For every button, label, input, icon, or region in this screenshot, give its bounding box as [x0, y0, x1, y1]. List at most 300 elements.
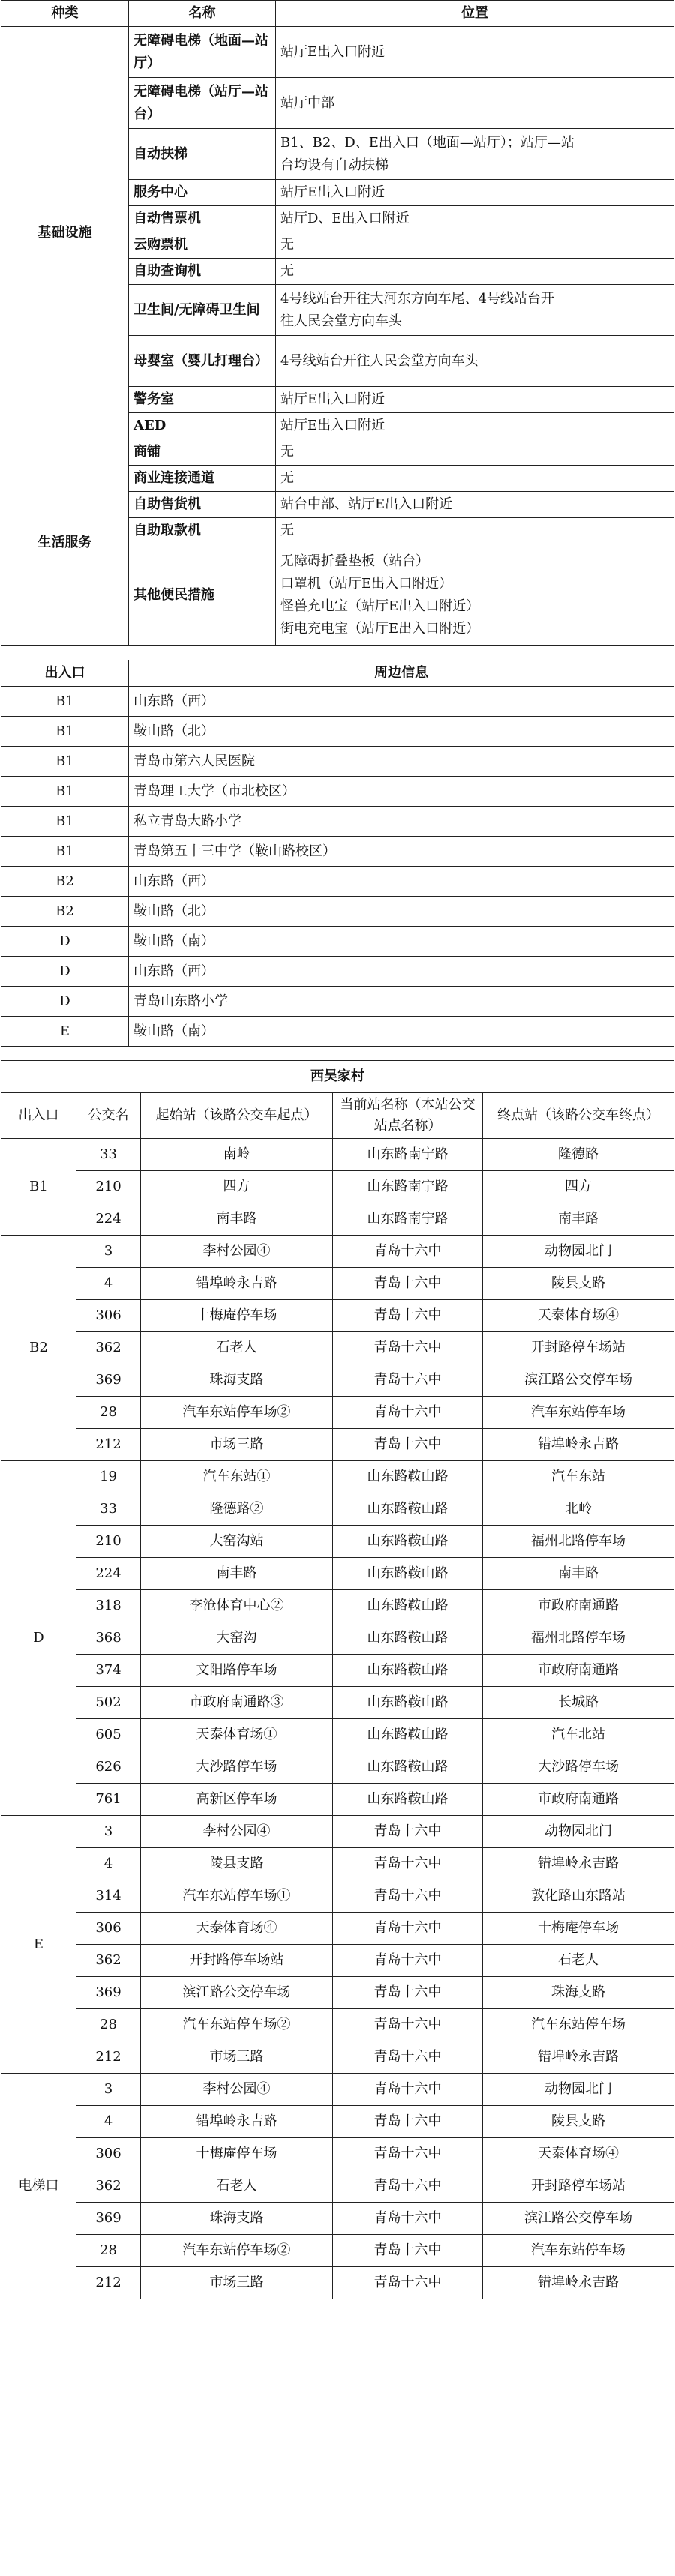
facilities-table	[1, 0, 674, 646]
facility-location-line: 口罩机（站厅E出入口附近）	[280, 575, 453, 592]
bus-row	[2, 2009, 674, 2041]
bus-current: 青岛十六中	[333, 1364, 483, 1397]
bus-line: 369	[76, 1364, 141, 1397]
bus-start: 隆德路②	[141, 1493, 333, 1526]
bus-start: 滨江路公交停车场	[141, 1977, 333, 2009]
bus-start: 文阳路停车场	[141, 1655, 333, 1687]
bus-current: 青岛十六中	[333, 1429, 483, 1461]
facility-location-line: 站厅中部	[280, 94, 334, 111]
bus-end: 福州北路停车场	[483, 1622, 674, 1655]
bus-row	[2, 1139, 674, 1171]
bus-end: 开封路停车场站	[483, 2170, 674, 2203]
bus-start: 开封路停车场站	[141, 1945, 333, 1977]
bus-current: 青岛十六中	[333, 2074, 483, 2106]
bus-row	[2, 1332, 674, 1364]
bus-current: 青岛十六中	[333, 1332, 483, 1364]
exit-id: B1	[2, 807, 129, 837]
facility-location-line: 站厅D、E出入口附近	[280, 211, 410, 226]
bus-start: 汽车东站①	[141, 1461, 333, 1493]
bus-start: 石老人	[141, 2170, 333, 2203]
bus-end: 动物园北门	[483, 2074, 674, 2106]
bus-current: 山东路鞍山路	[333, 1526, 483, 1558]
bus-end: 长城路	[483, 1687, 674, 1719]
bus-end: 市政府南通路	[483, 1590, 674, 1622]
bus-row	[2, 2138, 674, 2170]
exit-row	[2, 897, 674, 927]
bus-end: 天泰体育场④	[483, 2138, 674, 2170]
facility-location-line: 站厅E出入口附近	[280, 418, 386, 433]
bus-end: 珠海支路	[483, 1977, 674, 2009]
bus-row	[2, 1784, 674, 1816]
bus-current: 青岛十六中	[333, 2041, 483, 2074]
bus-current: 山东路鞍山路	[333, 1655, 483, 1687]
facility-name: 自动售票机	[129, 206, 276, 232]
bus-line: 314	[76, 1880, 141, 1913]
exits-header-row	[2, 660, 674, 687]
facility-location	[276, 544, 674, 646]
bus-end: 陵县支路	[483, 2106, 674, 2138]
bus-line: 605	[76, 1719, 141, 1751]
facility-name: 商铺	[129, 439, 276, 466]
bus-line: 626	[76, 1751, 141, 1784]
bus-start: 石老人	[141, 1332, 333, 1364]
bus-start: 李村公园④	[141, 2074, 333, 2106]
bus-row	[2, 1880, 674, 1913]
bus-row	[2, 1493, 674, 1526]
exits-body	[2, 687, 674, 1047]
facility-location	[276, 259, 674, 285]
bus-row	[2, 1268, 674, 1300]
bus-current: 青岛十六中	[333, 1913, 483, 1945]
bus-line: 369	[76, 1977, 141, 2009]
bus-line: 4	[76, 1848, 141, 1880]
bus-end: 十梅庵停车场	[483, 1913, 674, 1945]
bus-row	[2, 1236, 674, 1268]
facility-location-line: 站台中部、站厅E出入口附近	[280, 496, 453, 512]
bus-line: 212	[76, 1429, 141, 1461]
bus-row	[2, 1203, 674, 1236]
exit-surrounding: 鞍山路（南）	[129, 927, 674, 957]
bus-start: 汽车东站停车场①	[141, 1880, 333, 1913]
bus-row	[2, 1397, 674, 1429]
bus-current: 山东路南宁路	[333, 1171, 483, 1203]
bus-body	[2, 1139, 674, 2299]
bus-row	[2, 2267, 674, 2299]
exit-surrounding: 青岛理工大学（市北校区）	[129, 777, 674, 807]
bus-start: 汽车东站停车场②	[141, 2009, 333, 2041]
bus-current: 山东路南宁路	[333, 1139, 483, 1171]
facility-location-line: 无	[280, 523, 294, 538]
facility-location-line: 怪兽充电宝（站厅E出入口附近）	[280, 598, 480, 614]
bus-current: 山东路鞍山路	[333, 1687, 483, 1719]
bus-line: 318	[76, 1590, 141, 1622]
header-bus-end: 终点站（该路公交车终点）	[483, 1093, 674, 1139]
bus-exit: B1	[2, 1139, 76, 1236]
facility-location	[276, 336, 674, 387]
exit-surrounding: 私立青岛大路小学	[129, 807, 674, 837]
bus-current: 青岛十六中	[333, 2138, 483, 2170]
facility-name: 其他便民措施	[129, 544, 276, 646]
bus-end: 福州北路停车场	[483, 1526, 674, 1558]
bus-start: 错埠岭永吉路	[141, 2106, 333, 2138]
bus-current: 青岛十六中	[333, 1880, 483, 1913]
bus-line: 368	[76, 1622, 141, 1655]
bus-start: 四方	[141, 1171, 333, 1203]
bus-row	[2, 1977, 674, 2009]
bus-exit: B2	[2, 1236, 76, 1461]
exit-id: B1	[2, 837, 129, 867]
bus-current: 山东路鞍山路	[333, 1622, 483, 1655]
facility-location	[276, 439, 674, 466]
facility-location	[276, 518, 674, 544]
header-category: 种类	[2, 1, 129, 27]
bus-row	[2, 2235, 674, 2267]
bus-end: 天泰体育场④	[483, 1300, 674, 1332]
facility-location	[276, 285, 674, 336]
facility-location	[276, 78, 674, 129]
bus-line: 362	[76, 1332, 141, 1364]
bus-current: 青岛十六中	[333, 2267, 483, 2299]
bus-start: 天泰体育场①	[141, 1719, 333, 1751]
exit-surrounding: 山东路（西）	[129, 957, 674, 987]
facility-name: 商业连接通道	[129, 466, 276, 492]
bus-end: 动物园北门	[483, 1816, 674, 1848]
bus-line: 3	[76, 1816, 141, 1848]
exit-id: E	[2, 1017, 129, 1047]
bus-row	[2, 1300, 674, 1332]
bus-start: 高新区停车场	[141, 1784, 333, 1816]
exit-row	[2, 687, 674, 717]
header-name: 名称	[129, 1, 276, 27]
exit-id: B1	[2, 717, 129, 747]
facility-name: 自动扶梯	[129, 129, 276, 180]
exit-surrounding: 鞍山路（北）	[129, 897, 674, 927]
bus-start: 大沙路停车场	[141, 1751, 333, 1784]
exits-table	[1, 660, 674, 1047]
bus-start: 市场三路	[141, 2267, 333, 2299]
bus-line: 28	[76, 2235, 141, 2267]
bus-row	[2, 2203, 674, 2235]
bus-current: 山东路鞍山路	[333, 1590, 483, 1622]
facility-name: 自助取款机	[129, 518, 276, 544]
bus-station-row	[2, 1061, 674, 1093]
bus-current: 青岛十六中	[333, 1397, 483, 1429]
bus-row	[2, 1429, 674, 1461]
bus-row	[2, 1719, 674, 1751]
bus-current: 山东路鞍山路	[333, 1558, 483, 1590]
page	[1, 0, 674, 2299]
facility-name: AED	[129, 413, 276, 439]
facility-category: 生活服务	[2, 439, 129, 646]
facility-location-line: 站厅E出入口附近	[280, 43, 386, 60]
bus-start: 珠海支路	[141, 2203, 333, 2235]
bus-current: 青岛十六中	[333, 1300, 483, 1332]
exit-surrounding: 青岛第五十三中学（鞍山路校区）	[129, 837, 674, 867]
facility-row	[2, 439, 674, 466]
exit-row	[2, 1017, 674, 1047]
bus-start: 天泰体育场④	[141, 1913, 333, 1945]
bus-end: 汽车北站	[483, 1719, 674, 1751]
bus-exit: E	[2, 1816, 76, 2074]
bus-line: 33	[76, 1493, 141, 1526]
facility-location-line: 无	[280, 470, 294, 486]
exit-id: D	[2, 987, 129, 1017]
bus-start: 陵县支路	[141, 1848, 333, 1880]
exit-surrounding: 山东路（西）	[129, 687, 674, 717]
facility-name: 母婴室（婴儿打理台）	[129, 336, 276, 387]
exit-surrounding: 鞍山路（南）	[129, 1017, 674, 1047]
bus-row	[2, 1751, 674, 1784]
facility-location-line: 无障碍折叠垫板（站台）	[280, 553, 429, 569]
header-bus-start: 起始站（该路公交车起点）	[141, 1093, 333, 1139]
bus-current: 青岛十六中	[333, 1236, 483, 1268]
bus-row	[2, 1526, 674, 1558]
facility-location-line: 4号线站台开往大河东方向车尾、4号线站台开	[280, 290, 554, 307]
bus-current: 青岛十六中	[333, 1816, 483, 1848]
bus-current: 山东路鞍山路	[333, 1461, 483, 1493]
bus-current: 青岛十六中	[333, 2170, 483, 2203]
bus-end: 错埠岭永吉路	[483, 1429, 674, 1461]
bus-end: 错埠岭永吉路	[483, 2267, 674, 2299]
facility-name: 警务室	[129, 387, 276, 413]
bus-line: 212	[76, 2267, 141, 2299]
bus-line: 212	[76, 2041, 141, 2074]
bus-line: 4	[76, 1268, 141, 1300]
exit-row	[2, 717, 674, 747]
facility-name: 自助售货机	[129, 492, 276, 518]
bus-exit: D	[2, 1461, 76, 1816]
facility-location	[276, 206, 674, 232]
exit-row	[2, 957, 674, 987]
exit-id: B1	[2, 777, 129, 807]
bus-line: 210	[76, 1171, 141, 1203]
facilities-header-row	[2, 1, 674, 27]
bus-line: 19	[76, 1461, 141, 1493]
bus-start: 汽车东站停车场②	[141, 2235, 333, 2267]
facility-name: 无障碍电梯（站厅—站台）	[129, 78, 276, 129]
bus-line: 369	[76, 2203, 141, 2235]
bus-end: 滨江路公交停车场	[483, 2203, 674, 2235]
bus-current: 青岛十六中	[333, 1945, 483, 1977]
facility-name: 服务中心	[129, 180, 276, 206]
facility-row	[2, 27, 674, 78]
bus-row	[2, 2041, 674, 2074]
facility-name: 自助查询机	[129, 259, 276, 285]
exit-id: B1	[2, 687, 129, 717]
facility-location	[276, 387, 674, 413]
bus-current: 山东路鞍山路	[333, 1784, 483, 1816]
bus-start: 十梅庵停车场	[141, 1300, 333, 1332]
bus-line: 306	[76, 1913, 141, 1945]
bus-end: 汽车东站停车场	[483, 1397, 674, 1429]
bus-header-row	[2, 1093, 674, 1139]
facility-location-line: 无	[280, 237, 294, 253]
header-surroundings: 周边信息	[129, 660, 674, 687]
bus-start: 汽车东站停车场②	[141, 1397, 333, 1429]
bus-start: 市政府南通路③	[141, 1687, 333, 1719]
exit-row	[2, 987, 674, 1017]
facility-location	[276, 466, 674, 492]
exit-row	[2, 837, 674, 867]
bus-end: 汽车东站	[483, 1461, 674, 1493]
header-bus-line: 公交名	[76, 1093, 141, 1139]
exit-row	[2, 807, 674, 837]
bus-station-name: 西吴家村	[2, 1061, 674, 1093]
bus-row	[2, 1590, 674, 1622]
exit-surrounding: 青岛市第六人民医院	[129, 747, 674, 777]
bus-line: 761	[76, 1784, 141, 1816]
bus-line: 4	[76, 2106, 141, 2138]
bus-end: 动物园北门	[483, 1236, 674, 1268]
facility-location-line: 无	[280, 263, 294, 279]
exit-id: B2	[2, 867, 129, 897]
bus-line: 224	[76, 1203, 141, 1236]
facility-location-line: 台均设有自动扶梯	[280, 157, 388, 173]
header-exit: 出入口	[2, 660, 129, 687]
bus-end: 敦化路山东路站	[483, 1880, 674, 1913]
bus-current: 山东路鞍山路	[333, 1493, 483, 1526]
bus-row	[2, 1945, 674, 1977]
bus-table	[1, 1060, 674, 2299]
facility-location	[276, 27, 674, 78]
bus-start: 李沧体育中心②	[141, 1590, 333, 1622]
bus-line: 28	[76, 1397, 141, 1429]
exit-id: D	[2, 957, 129, 987]
bus-line: 33	[76, 1139, 141, 1171]
bus-end: 滨江路公交停车场	[483, 1364, 674, 1397]
facility-location	[276, 180, 674, 206]
facility-name: 云购票机	[129, 232, 276, 259]
bus-end: 汽车东站停车场	[483, 2009, 674, 2041]
facility-name: 卫生间/无障碍卫生间	[129, 285, 276, 336]
bus-row	[2, 2170, 674, 2203]
bus-line: 3	[76, 2074, 141, 2106]
facility-location-line: 无	[280, 444, 294, 460]
facility-location-line: 站厅E出入口附近	[280, 184, 386, 200]
exit-surrounding: 鞍山路（北）	[129, 717, 674, 747]
bus-line: 3	[76, 1236, 141, 1268]
bus-row	[2, 1687, 674, 1719]
bus-row	[2, 2074, 674, 2106]
bus-row	[2, 2106, 674, 2138]
facility-location	[276, 413, 674, 439]
bus-end: 陵县支路	[483, 1268, 674, 1300]
exit-surrounding: 青岛山东路小学	[129, 987, 674, 1017]
exit-id: D	[2, 927, 129, 957]
bus-line: 306	[76, 1300, 141, 1332]
facility-location-line: 往人民会堂方向车头	[280, 313, 402, 329]
bus-start: 十梅庵停车场	[141, 2138, 333, 2170]
bus-current: 山东路鞍山路	[333, 1751, 483, 1784]
bus-end: 南丰路	[483, 1203, 674, 1236]
bus-line: 224	[76, 1558, 141, 1590]
bus-current: 青岛十六中	[333, 2009, 483, 2041]
exit-id: B2	[2, 897, 129, 927]
bus-start: 南丰路	[141, 1558, 333, 1590]
facility-location-line: 站厅E出入口附近	[280, 391, 386, 407]
bus-line: 28	[76, 2009, 141, 2041]
bus-line: 362	[76, 2170, 141, 2203]
facility-location	[276, 492, 674, 518]
exit-row	[2, 777, 674, 807]
facility-name: 无障碍电梯（地面—站厅）	[129, 27, 276, 78]
bus-end: 四方	[483, 1171, 674, 1203]
bus-row	[2, 1816, 674, 1848]
facility-location	[276, 129, 674, 180]
bus-end: 隆德路	[483, 1139, 674, 1171]
facility-category: 基础设施	[2, 27, 129, 439]
bus-end: 南丰路	[483, 1558, 674, 1590]
facility-location-line: 4号线站台开往人民会堂方向车头	[280, 352, 478, 369]
bus-row	[2, 1848, 674, 1880]
facility-location	[276, 232, 674, 259]
header-location: 位置	[276, 1, 674, 27]
exit-id: B1	[2, 747, 129, 777]
exit-row	[2, 927, 674, 957]
bus-exit: 电梯口	[2, 2074, 76, 2299]
bus-end: 石老人	[483, 1945, 674, 1977]
bus-current: 青岛十六中	[333, 2235, 483, 2267]
header-bus-exit: 出入口	[2, 1093, 76, 1139]
bus-end: 市政府南通路	[483, 1784, 674, 1816]
bus-row	[2, 1655, 674, 1687]
bus-row	[2, 1622, 674, 1655]
bus-line: 306	[76, 2138, 141, 2170]
bus-end: 开封路停车场站	[483, 1332, 674, 1364]
bus-end: 错埠岭永吉路	[483, 1848, 674, 1880]
bus-start: 市场三路	[141, 1429, 333, 1461]
bus-start: 李村公园④	[141, 1236, 333, 1268]
bus-start: 南岭	[141, 1139, 333, 1171]
bus-current: 青岛十六中	[333, 1268, 483, 1300]
bus-start: 市场三路	[141, 2041, 333, 2074]
exit-row	[2, 867, 674, 897]
facility-location-line: 街电充电宝（站厅E出入口附近）	[280, 620, 480, 637]
bus-row	[2, 1364, 674, 1397]
bus-start: 南丰路	[141, 1203, 333, 1236]
bus-line: 210	[76, 1526, 141, 1558]
bus-start: 大窑沟	[141, 1622, 333, 1655]
bus-line: 374	[76, 1655, 141, 1687]
bus-start: 错埠岭永吉路	[141, 1268, 333, 1300]
bus-line: 362	[76, 1945, 141, 1977]
bus-current: 青岛十六中	[333, 1977, 483, 2009]
bus-end: 大沙路停车场	[483, 1751, 674, 1784]
exit-row	[2, 747, 674, 777]
bus-end: 市政府南通路	[483, 1655, 674, 1687]
facility-location-line: B1、B2、D、E出入口（地面—站厅）；站厅—站	[280, 134, 574, 151]
bus-row	[2, 1913, 674, 1945]
header-bus-current: 当前站名称（本站公交站点名称）	[333, 1093, 483, 1139]
facilities-body	[2, 27, 674, 646]
bus-current: 青岛十六中	[333, 2203, 483, 2235]
bus-row	[2, 1461, 674, 1493]
bus-start: 珠海支路	[141, 1364, 333, 1397]
bus-start: 李村公园④	[141, 1816, 333, 1848]
bus-start: 大窑沟站	[141, 1526, 333, 1558]
bus-end: 汽车东站停车场	[483, 2235, 674, 2267]
bus-current: 山东路鞍山路	[333, 1719, 483, 1751]
bus-current: 青岛十六中	[333, 1848, 483, 1880]
bus-end: 错埠岭永吉路	[483, 2041, 674, 2074]
exit-surrounding: 山东路（西）	[129, 867, 674, 897]
bus-current: 山东路南宁路	[333, 1203, 483, 1236]
bus-row	[2, 1558, 674, 1590]
bus-current: 青岛十六中	[333, 2106, 483, 2138]
bus-line: 502	[76, 1687, 141, 1719]
bus-end: 北岭	[483, 1493, 674, 1526]
bus-row	[2, 1171, 674, 1203]
